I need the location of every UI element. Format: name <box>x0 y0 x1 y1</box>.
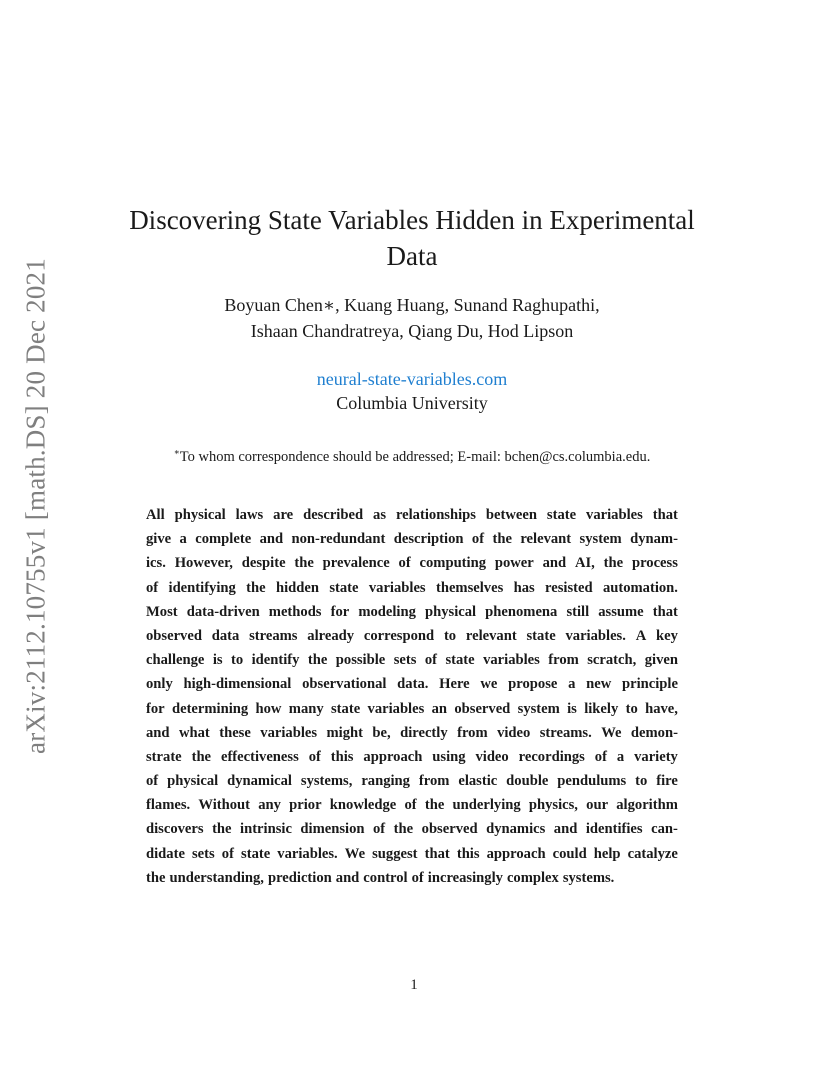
project-website-link[interactable]: neural-state-variables.com <box>316 369 508 389</box>
title-line-2: Data <box>386 241 438 271</box>
correspondence-text: To whom correspondence should be addressed; E-mail: bchen@cs.columbia.edu. <box>179 448 651 465</box>
abstract-line: of identifying the hidden state variables themselves has resisted automation. <box>146 579 678 596</box>
abstract-line: of physical dynamical systems, ranging from elastic double pendulums to fire <box>146 773 678 790</box>
correspondence-note <box>100 442 724 467</box>
arxiv-identifier-text: arXiv:2112.10755v1 [math.DS] 20 Dec 2021 <box>20 258 51 754</box>
abstract-line: flames. Without any prior knowledge of the underlying physics, our algorithm <box>146 797 678 814</box>
abstract-line: didate sets of state variables. We suggest that this approach could help catalyze <box>146 845 678 862</box>
abstract-line: strate the effectiveness of this approach using video recordings of a variety <box>146 748 678 765</box>
correspondence-mark: ∗ <box>173 447 180 457</box>
abstract-line: All physical laws are described as relationships between state variables that <box>146 507 678 523</box>
paper-title <box>100 202 724 274</box>
abstract-line: the understanding, prediction and control of increasingly complex systems. <box>146 869 615 886</box>
abstract <box>146 503 678 890</box>
affiliation: Columbia University <box>336 393 488 413</box>
abstract-line: and what these variables might be, directly from video streams. We demon- <box>146 724 678 741</box>
abstract-line: for determining how many state variables an observed system is likely to have, <box>146 700 678 717</box>
abstract-line: Most data-driven methods for modeling physical phenomena still assume that <box>146 603 678 620</box>
abstract-line: give a complete and non-redundant description of the relevant system dynam- <box>146 531 678 548</box>
page-number: 1 <box>410 977 418 993</box>
authors-line-1: Boyuan Chen∗, Kuang Huang, Sunand Raghupathi, <box>224 295 600 315</box>
authors-line-2: Ishaan Chandratreya, Qiang Du, Hod Lipson <box>250 321 574 341</box>
abstract-line: only high-dimensional observational data. Here we propose a new principle <box>146 676 678 693</box>
abstract-line: observed data streams already correspond to relevant state variables. A key <box>146 627 678 644</box>
abstract-line: ics. However, despite the prevalence of computing power and AI, the process <box>146 555 678 572</box>
abstract-line: challenge is to identify the possible sets of state variables from scratch, given <box>146 652 678 669</box>
title-line-1: Discovering State Variables Hidden in Experimental <box>129 205 695 235</box>
abstract-line: discovers the intrinsic dimension of the observed dynamics and identifies can- <box>146 821 678 838</box>
author-list <box>100 292 724 344</box>
